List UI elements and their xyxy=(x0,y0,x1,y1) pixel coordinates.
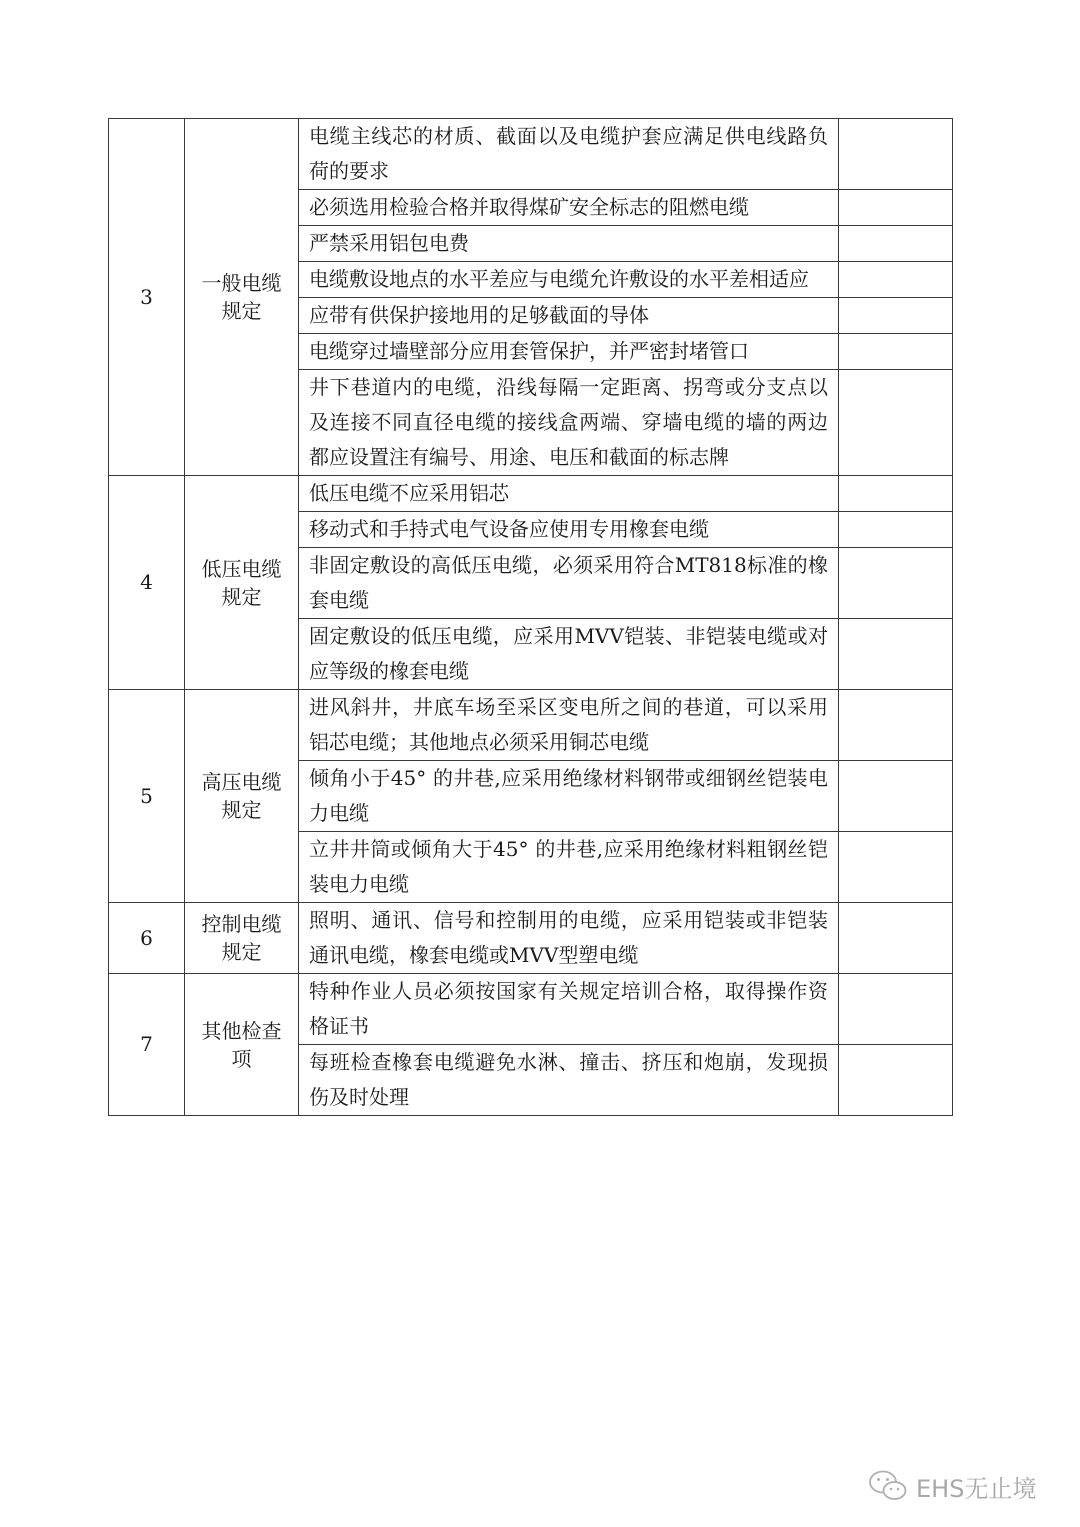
watermark-text: EHS无止境 xyxy=(916,1474,1037,1503)
requirement-cell: 电缆主线芯的材质、截面以及电缆护套应满足供电线路负荷的要求 xyxy=(299,119,839,190)
category-cell: 一般电缆规定 xyxy=(185,119,299,476)
requirement-cell: 电缆穿过墙壁部分应用套管保护，并严密封堵管口 xyxy=(299,334,839,370)
category-cell: 控制电缆规定 xyxy=(185,903,299,974)
requirement-cell: 电缆敷设地点的水平差应与电缆允许敷设的水平差相适应 xyxy=(299,262,839,298)
requirement-cell: 应带有供保护接地用的足够截面的导体 xyxy=(299,298,839,334)
check-result-cell[interactable] xyxy=(839,370,953,476)
requirement-cell: 必须选用检验合格并取得煤矿安全标志的阻燃电缆 xyxy=(299,190,839,226)
requirement-cell: 低压电缆不应采用铝芯 xyxy=(299,476,839,512)
requirement-cell: 移动式和手持式电气设备应使用专用橡套电缆 xyxy=(299,512,839,548)
requirement-cell: 立井井筒或倾角大于45° 的井巷,应采用绝缘材料粗钢丝铠装电力电缆 xyxy=(299,832,839,903)
item-number-cell: 4 xyxy=(109,476,185,690)
requirement-cell: 照明、通讯、信号和控制用的电缆，应采用铠装或非铠装通讯电缆，橡套电缆或MVV型塑电缆 xyxy=(299,903,839,974)
check-result-cell[interactable] xyxy=(839,1045,953,1116)
category-cell: 其他检查项 xyxy=(185,974,299,1116)
check-result-cell[interactable] xyxy=(839,548,953,619)
check-result-cell[interactable] xyxy=(839,119,953,190)
check-result-cell[interactable] xyxy=(839,690,953,761)
item-number-cell: 7 xyxy=(109,974,185,1116)
check-result-cell[interactable] xyxy=(839,512,953,548)
check-result-cell[interactable] xyxy=(839,298,953,334)
check-result-cell[interactable] xyxy=(839,262,953,298)
requirement-cell: 井下巷道内的电缆，沿线每隔一定距离、拐弯或分支点以及连接不同直径电缆的接线盒两端、穿墙电缆的墙的两边都应设置注有编号、用途、电压和截面的标志牌 xyxy=(299,370,839,476)
table-row xyxy=(109,476,953,512)
category-cell: 高压电缆规定 xyxy=(185,690,299,903)
requirement-cell: 严禁采用铝包电费 xyxy=(299,226,839,262)
check-result-cell[interactable] xyxy=(839,190,953,226)
check-result-cell[interactable] xyxy=(839,334,953,370)
category-cell: 低压电缆规定 xyxy=(185,476,299,690)
item-number-cell: 3 xyxy=(109,119,185,476)
requirement-cell: 非固定敷设的高低压电缆，必须采用符合MT818标准的橡套电缆 xyxy=(299,548,839,619)
requirement-cell: 特种作业人员必须按国家有关规定培训合格，取得操作资格证书 xyxy=(299,974,839,1045)
check-result-cell[interactable] xyxy=(839,903,953,974)
requirement-cell: 每班检查橡套电缆避免水淋、撞击、挤压和炮崩，发现损伤及时处理 xyxy=(299,1045,839,1116)
table-row xyxy=(109,690,953,761)
check-result-cell[interactable] xyxy=(839,974,953,1045)
check-result-cell[interactable] xyxy=(839,226,953,262)
check-result-cell[interactable] xyxy=(839,761,953,832)
check-result-cell[interactable] xyxy=(839,476,953,512)
check-result-cell[interactable] xyxy=(839,619,953,690)
wechat-icon xyxy=(868,1469,908,1503)
item-number-cell: 5 xyxy=(109,690,185,903)
table-row xyxy=(109,119,953,190)
watermark xyxy=(868,1466,1036,1506)
item-number-cell: 6 xyxy=(109,903,185,974)
requirement-cell: 固定敷设的低压电缆，应采用MVV铠装、非铠装电缆或对应等级的橡套电缆 xyxy=(299,619,839,690)
check-result-cell[interactable] xyxy=(839,832,953,903)
inspection-checklist-table xyxy=(108,118,953,1116)
requirement-cell: 进风斜井，井底车场至采区变电所之间的巷道，可以采用铝芯电缆；其他地点必须采用铜芯电缆 xyxy=(299,690,839,761)
requirement-cell: 倾角小于45° 的井巷,应采用绝缘材料钢带或细钢丝铠装电力电缆 xyxy=(299,761,839,832)
table-row xyxy=(109,903,953,974)
table-row xyxy=(109,974,953,1045)
